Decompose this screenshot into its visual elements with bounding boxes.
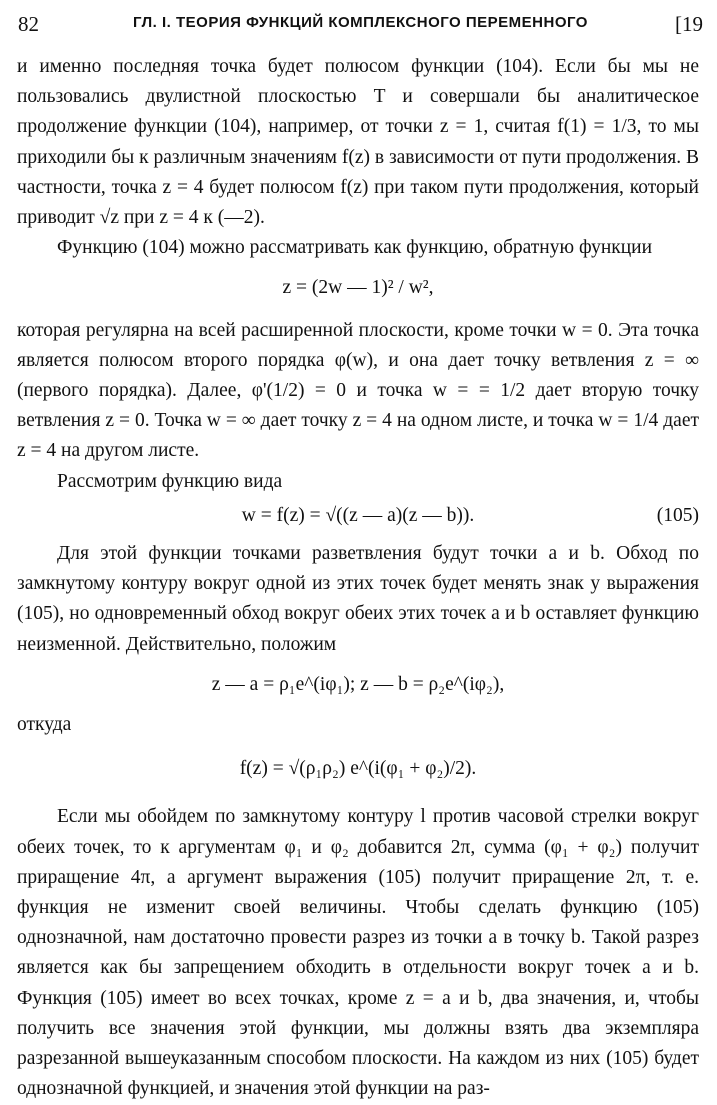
- paragraph-1: и именно последняя точка будет полюсом функции (104). Если бы мы не пользовались двулистной плоскостью T и совершали бы аналитическое продолжение функции (104), например, от точки z = 1, считая f(1) = 1/3, то мы приходили бы к различным значениям f(z) в зависимости от пути продолжения. В частности, точка z = 4 будет полюсом f(z) при таком пути продолжения, который приводит √z при z = 4 к (—2).: [17, 56, 699, 229]
- paragraph-5: Для этой функции точками разветвления будут точки a и b. Обход по замкнутому контуру вокруг одной из этих точек будет менять знак у выражения (105), но одновременный обход вокруг обеих этих точек a и b оставляет функцию неизменной. Действительно, положим: [17, 543, 699, 655]
- paragraph-4: Рассмотрим функцию вида: [57, 470, 283, 492]
- equation-105-row: [17, 501, 699, 531]
- page-number: 82: [18, 12, 39, 36]
- section-number: [19: [675, 12, 703, 36]
- running-header: [18, 12, 703, 40]
- page-body: [17, 52, 699, 1105]
- paragraph-6: откуда: [17, 714, 72, 736]
- equation-polar: z — a = ρ₁e^(iφ₁); z — b = ρ₂e^(iφ₂),: [211, 673, 505, 695]
- paragraph-2: Функцию (104) можно рассматривать как функцию, обратную функции: [57, 237, 653, 259]
- equation-105: w = f(z) = √((z — a)(z — b)).: [241, 504, 475, 526]
- paragraph-7: Если мы обойдем по замкнутому контуру l против часовой стрелки вокруг обеих точек, то к аргументам φ₁ и φ₂ добавится 2π, сумма (φ₁ + φ₂) получит приращение 4π, а аргумент выражения (105) получит приращение 2π, т. е. функция не изменит своей величины. Чтобы сделать функцию (105) однозначной, нам достаточно провести разрез из точки a в точку b. Такой разрез является как бы запрещением обходить в отдельности вокруг точек a и b. Функция (105) имеет во всех точках, кроме z = a и b, два значения, и, чтобы получить все значения этой функции, мы должны взять два экземпляра разрезанной вышеуказанным способом плоскости. На каждом из них (105) будет однозначной функцией, и значения этой функции на раз-: [17, 806, 699, 1100]
- equation-number-105: (105): [656, 504, 699, 526]
- paragraph-3: которая регулярна на всей расширенной плоскости, кроме точки w = 0. Эта точка является полюсом второго порядка φ(w), и она дает точку ветвления z = ∞ (первого порядка). Далее, φ'(1/2) = 0 и точка w = = 1/2 дает вторую точку ветвления z = 0. Точка w = ∞ дает точку z = 4 на одном листе, и точка w = 1/4 дает z = 4 на другом листе.: [17, 319, 699, 462]
- equation-inverse: z = (2w — 1)² / w²,: [282, 277, 434, 299]
- equation-f-polar: f(z) = √(ρ₁ρ₂) e^(i(φ₁ + φ₂)/2).: [239, 758, 477, 780]
- chapter-title: ГЛ. I. ТЕОРИЯ ФУНКЦИЙ КОМПЛЕКСНОГО ПЕРЕМЕННОГО: [133, 14, 588, 31]
